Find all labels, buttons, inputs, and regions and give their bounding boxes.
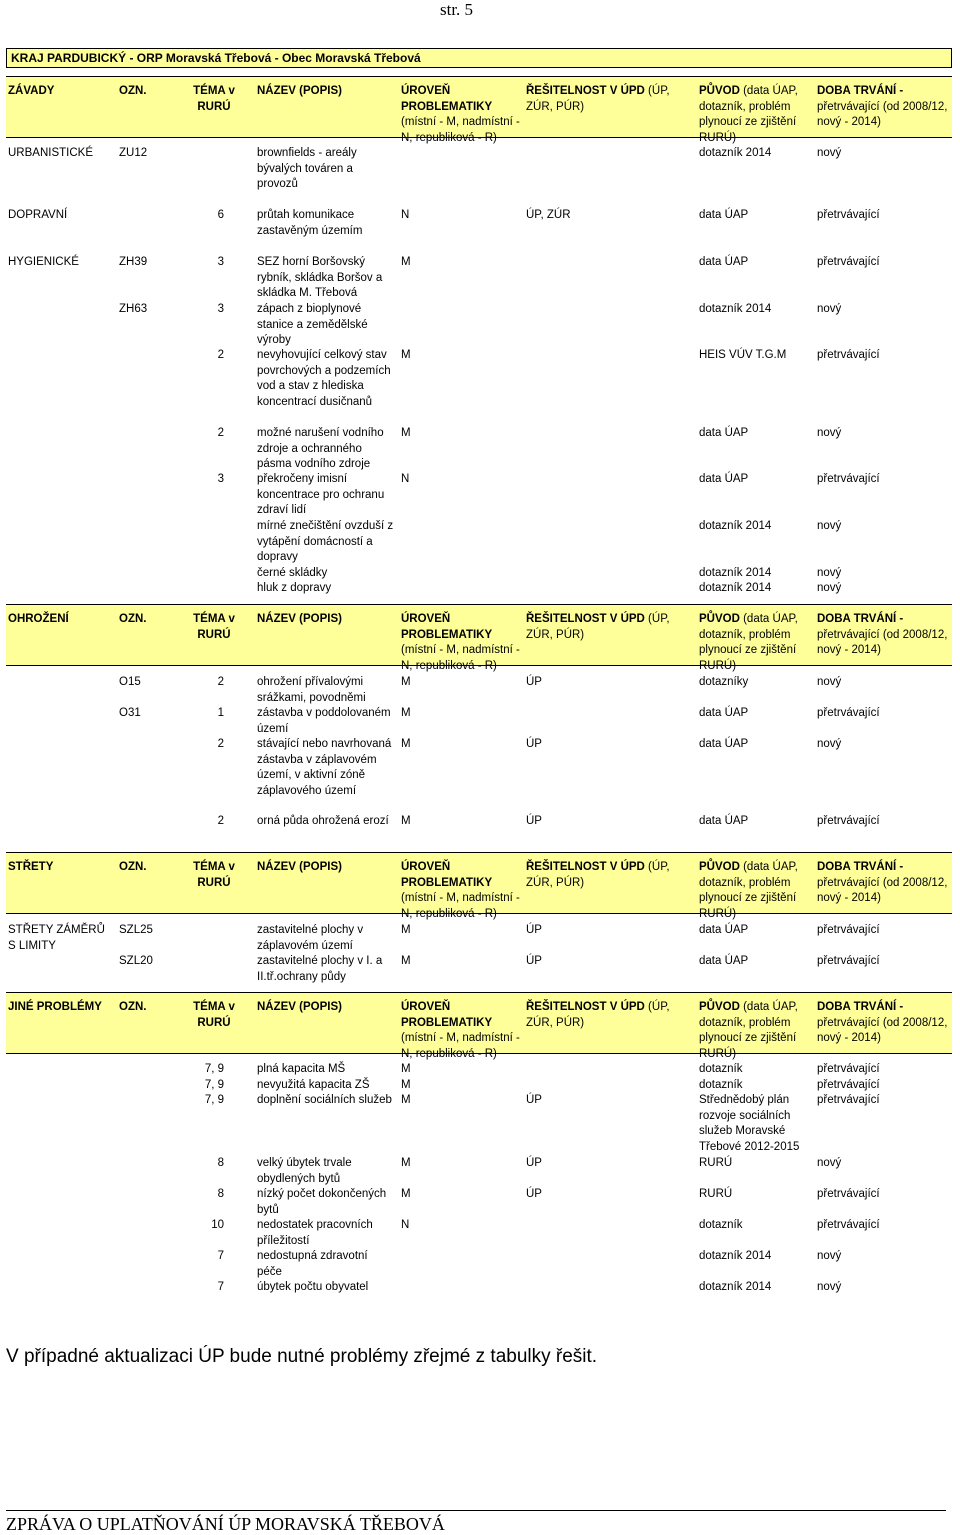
row-doba: přetrvávající	[817, 473, 880, 485]
header-resitelnost-detail: (ÚP, ZÚR, PÚR)	[526, 613, 670, 641]
header-resitelnost-label: ŘEŠITELNOST V ÚPD	[526, 1001, 645, 1013]
header-doba	[817, 84, 951, 131]
row-tema: 8	[217, 1188, 224, 1200]
footer-title: ZPRÁVA O UPLATŇOVÁNÍ ÚP MORAVSKÁ TŘEBOVÁ	[6, 1514, 445, 1534]
header-puvod-label: PŮVOD	[699, 1001, 740, 1013]
row-puvod: dotazník	[699, 1079, 743, 1091]
row-uroven: N	[401, 473, 410, 485]
row-uroven: M	[401, 738, 411, 750]
header-puvod-label: PŮVOD	[699, 613, 740, 625]
row-nazev: nedostupná zdravotní péče	[257, 1250, 368, 1278]
row-resitelnost: ÚP	[526, 1188, 542, 1200]
row-puvod: HEIS VÚV T.G.M	[699, 349, 787, 361]
row-nazev: možné narušení vodního zdroje a ochranného pásma vodního zdroje	[257, 427, 384, 470]
section-label: STŘETY	[8, 861, 54, 873]
header-nazev: NÁZEV (POPIS)	[257, 1001, 342, 1013]
row-uroven: M	[401, 707, 411, 719]
row-oz: O15	[119, 676, 141, 688]
row-puvod: dotazníky	[699, 676, 749, 688]
header-puvod-detail: (data ÚAP, dotazník, problém plynoucí ze zjištění RURÚ)	[699, 613, 798, 672]
row-puvod: data ÚAP	[699, 815, 749, 827]
footer-note: V případné aktualizaci ÚP bude nutné problémy zřejmé z tabulky řešit.	[6, 1346, 598, 1367]
row-resitelnost: ÚP	[526, 676, 542, 688]
row-nazev: nízký počet dokončených bytů	[257, 1188, 387, 1216]
row-uroven: M	[401, 676, 411, 688]
row-uroven: N	[401, 209, 410, 221]
header-doba-detail: přetrvávající (od 2008/12, nový - 2014)	[817, 628, 948, 656]
row-nazev: nevyužitá kapacita ZŠ	[257, 1079, 370, 1091]
row-uroven: M	[401, 1094, 411, 1106]
row-nazev: průtah komunikace zastavěným územím	[257, 209, 363, 237]
header-nazev: NÁZEV (POPIS)	[257, 85, 342, 97]
row-nazev: ohrožení přívalovými srážkami, povodněmi	[257, 676, 366, 704]
row-resitelnost: ÚP	[526, 815, 542, 827]
header-doba-detail: přetrvávající (od 2008/12, nový - 2014)	[817, 876, 948, 904]
row-nazev: hluk z dopravy	[257, 582, 332, 594]
header-resitelnost	[526, 612, 698, 643]
row-puvod: data ÚAP	[699, 473, 749, 485]
row-doba: nový	[817, 582, 842, 594]
row-uroven: M	[401, 349, 411, 361]
header-nazev: NÁZEV (POPIS)	[257, 861, 342, 873]
header-oz: OZN.	[119, 613, 147, 625]
header-doba-detail: přetrvávající (od 2008/12, nový - 2014)	[817, 100, 948, 128]
header-uroven-detail: (místní - M, nadmístní - N, republiková - R)	[401, 116, 520, 144]
row-tema: 2	[217, 676, 224, 688]
row-tema: 7	[217, 1250, 224, 1262]
row-uroven: M	[401, 1188, 411, 1200]
row-nazev: zastavitelné plochy v I. a II.tř.ochrany půdy	[257, 955, 383, 983]
row-puvod: dotazník 2014	[699, 582, 772, 594]
row-tema: 6	[217, 209, 224, 221]
row-nazev: nevyhovující celkový stav povrchových a podzemích vod a stav z hlediska koncentrací dusičnanů	[257, 349, 391, 408]
header-puvod-label: PŮVOD	[699, 861, 740, 873]
row-doba: přetrvávající	[817, 1063, 880, 1075]
row-puvod: dotazník	[699, 1063, 743, 1075]
header-resitelnost-label: ŘEŠITELNOST V ÚPD	[526, 85, 645, 97]
row-oz: ZH63	[119, 303, 148, 315]
row-puvod: dotazník 2014	[699, 147, 772, 159]
row-puvod: data ÚAP	[699, 209, 749, 221]
header-tema: TÉMA v RURÚ	[193, 861, 235, 889]
row-uroven: M	[401, 256, 411, 268]
row-doba: přetrvávající	[817, 924, 880, 936]
row-tema: 2	[217, 815, 224, 827]
row-puvod: dotazník	[699, 1219, 743, 1231]
row-nazev: zápach z bioplynové stanice a zemědělské výroby	[257, 303, 368, 346]
row-doba: přetrvávající	[817, 1094, 880, 1106]
row-nazev: zástavba v poddolovaném území	[257, 707, 391, 735]
header-resitelnost	[526, 1000, 698, 1031]
section-label: ZÁVADY	[8, 85, 55, 97]
row-doba: přetrvávající	[817, 1188, 880, 1200]
row-puvod: data ÚAP	[699, 955, 749, 967]
header-uroven-detail: (místní - M, nadmístní - N, republiková - R)	[401, 1032, 520, 1060]
row-tema: 2	[217, 738, 224, 750]
header-oz: OZN.	[119, 85, 147, 97]
header-puvod	[699, 84, 816, 146]
row-nazev: černé skládky	[257, 567, 328, 579]
row-puvod: data ÚAP	[699, 924, 749, 936]
row-puvod: Střednědobý plán rozvoje sociálních služeb Moravské Třebové 2012-2015	[699, 1094, 800, 1153]
row-resitelnost: ÚP	[526, 738, 542, 750]
row-uroven: M	[401, 955, 411, 967]
row-tema: 7, 9	[204, 1094, 224, 1106]
row-puvod: data ÚAP	[699, 427, 749, 439]
header-uroven: ÚROVEŇ PROBLEMATIKY	[401, 85, 493, 113]
row-oz: O31	[119, 707, 141, 719]
row-doba: nový	[817, 676, 842, 688]
header-resitelnost-detail: (ÚP, ZÚR, PÚR)	[526, 1001, 670, 1029]
header-doba	[817, 612, 951, 659]
header-doba	[817, 1000, 951, 1047]
header-oz: OZN.	[119, 1001, 147, 1013]
row-uroven: M	[401, 427, 411, 439]
header-uroven-detail: (místní - M, nadmístní - N, republiková - R)	[401, 892, 520, 920]
row-doba: přetrvávající	[817, 955, 880, 967]
row-tema: 3	[217, 473, 224, 485]
row-tema: 7	[217, 1281, 224, 1293]
row-uroven: M	[401, 924, 411, 936]
row-doba: nový	[817, 567, 842, 579]
header-tema: TÉMA v RURÚ	[193, 85, 235, 113]
row-doba: nový	[817, 1157, 842, 1169]
header-oz: OZN.	[119, 861, 147, 873]
row-nazev: nedostatek pracovních příležitostí	[257, 1219, 373, 1247]
row-nazev: doplnění sociálních služeb	[257, 1094, 392, 1106]
header-puvod-label: PŮVOD	[699, 85, 740, 97]
row-category: HYGIENICKÉ	[8, 256, 79, 268]
row-nazev: úbytek počtu obyvatel	[257, 1281, 369, 1293]
row-resitelnost: ÚP	[526, 924, 542, 936]
row-nazev: stávající nebo navrhovaná zástavba v záplavovém území, v aktivní zóně záplavového území	[257, 738, 392, 797]
row-tema: 2	[217, 349, 224, 361]
row-tema: 2	[217, 427, 224, 439]
header-doba-label: DOBA TRVÁNÍ -	[817, 613, 904, 625]
row-resitelnost: ÚP	[526, 1157, 542, 1169]
row-uroven: M	[401, 815, 411, 827]
row-doba: přetrvávající	[817, 349, 880, 361]
row-doba: přetrvávající	[817, 1079, 880, 1091]
row-uroven: M	[401, 1079, 411, 1091]
header-puvod	[699, 612, 816, 674]
row-doba: nový	[817, 427, 842, 439]
header-uroven-detail: (místní - M, nadmístní - N, republiková - R)	[401, 644, 520, 672]
row-oz: SZL20	[119, 955, 153, 967]
header-nazev: NÁZEV (POPIS)	[257, 613, 342, 625]
row-uroven: N	[401, 1219, 410, 1231]
row-resitelnost: ÚP	[526, 1094, 542, 1106]
row-nazev: mírné znečištění ovzduší z vytápění domácností a dopravy	[257, 520, 394, 563]
row-nazev: překročeny imisní koncentrace pro ochranu zdraví lidí	[257, 473, 385, 516]
row-puvod: dotazník 2014	[699, 1250, 772, 1262]
row-nazev: velký úbytek trvale obydlených bytů	[257, 1157, 352, 1185]
row-doba: přetrvávající	[817, 209, 880, 221]
header-resitelnost-detail: (ÚP, ZÚR, PÚR)	[526, 85, 670, 113]
row-puvod: data ÚAP	[699, 738, 749, 750]
row-uroven: M	[401, 1063, 411, 1075]
header-uroven: ÚROVEŇ PROBLEMATIKY	[401, 613, 493, 641]
header-doba-label: DOBA TRVÁNÍ -	[817, 85, 904, 97]
row-nazev: orná půda ohrožená erozí	[257, 815, 389, 827]
row-tema: 7, 9	[204, 1063, 224, 1075]
row-nazev: plná kapacita MŠ	[257, 1063, 346, 1075]
row-category: STŘETY ZÁMĚRŮ S LIMITY	[8, 924, 105, 952]
row-tema: 7, 9	[204, 1079, 224, 1091]
row-tema: 3	[217, 256, 224, 268]
header-resitelnost-label: ŘEŠITELNOST V ÚPD	[526, 861, 645, 873]
row-puvod: RURÚ	[699, 1188, 733, 1200]
row-puvod: dotazník 2014	[699, 520, 772, 532]
header-doba-label: DOBA TRVÁNÍ -	[817, 861, 904, 873]
row-oz: ZH39	[119, 256, 148, 268]
row-doba: nový	[817, 147, 842, 159]
row-tema: 1	[217, 707, 224, 719]
row-oz: ZU12	[119, 147, 148, 159]
row-doba: nový	[817, 1250, 842, 1262]
header-resitelnost	[526, 84, 698, 115]
table-title: KRAJ PARDUBICKÝ - ORP Moravská Třebová - Obec Moravská Třebová	[6, 48, 952, 68]
header-puvod-detail: (data ÚAP, dotazník, problém plynoucí ze zjištění RURÚ)	[699, 861, 798, 920]
header-tema: TÉMA v RURÚ	[193, 1001, 235, 1029]
header-puvod	[699, 1000, 816, 1062]
row-uroven: M	[401, 1157, 411, 1169]
row-puvod: data ÚAP	[699, 256, 749, 268]
row-puvod: dotazník 2014	[699, 1281, 772, 1293]
header-resitelnost-label: ŘEŠITELNOST V ÚPD	[526, 613, 645, 625]
header-doba-label: DOBA TRVÁNÍ -	[817, 1001, 904, 1013]
page-number: str. 5	[440, 0, 474, 19]
header-puvod-detail: (data ÚAP, dotazník, problém plynoucí ze zjištění RURÚ)	[699, 1001, 798, 1060]
row-puvod: dotazník 2014	[699, 303, 772, 315]
header-tema: TÉMA v RURÚ	[193, 613, 235, 641]
row-doba: nový	[817, 738, 842, 750]
header-puvod-detail: (data ÚAP, dotazník, problém plynoucí ze zjištění RURÚ)	[699, 85, 798, 144]
header-doba-detail: přetrvávající (od 2008/12, nový - 2014)	[817, 1016, 948, 1044]
row-doba: nový	[817, 303, 842, 315]
row-category: URBANISTICKÉ	[8, 147, 93, 159]
row-puvod: RURÚ	[699, 1157, 733, 1169]
row-tema: 3	[217, 303, 224, 315]
header-doba	[817, 860, 951, 907]
row-doba: přetrvávající	[817, 815, 880, 827]
row-category: DOPRAVNÍ	[8, 209, 68, 221]
row-tema: 8	[217, 1157, 224, 1169]
section-label: OHROŽENÍ	[8, 613, 69, 625]
row-doba: přetrvávající	[817, 256, 880, 268]
header-uroven: ÚROVEŇ PROBLEMATIKY	[401, 1001, 493, 1029]
header-resitelnost-detail: (ÚP, ZÚR, PÚR)	[526, 861, 670, 889]
row-puvod: data ÚAP	[699, 707, 749, 719]
row-puvod: dotazník 2014	[699, 567, 772, 579]
row-doba: nový	[817, 520, 842, 532]
row-resitelnost: ÚP, ZÚR	[526, 209, 571, 221]
header-puvod	[699, 860, 816, 922]
row-nazev: brownfields - areály bývalých továren a provozů	[257, 147, 357, 190]
section-label: JINÉ PROBLÉMY	[8, 1001, 102, 1013]
row-doba: přetrvávající	[817, 707, 880, 719]
header-resitelnost	[526, 860, 698, 891]
row-nazev: zastavitelné plochy v záplavovém území	[257, 924, 364, 952]
footer-divider	[6, 1510, 946, 1511]
row-doba: přetrvávající	[817, 1219, 880, 1231]
row-doba: nový	[817, 1281, 842, 1293]
row-nazev: SEZ horní Boršovský rybník, skládka Boršov a skládka M. Třebová	[257, 256, 383, 299]
row-resitelnost: ÚP	[526, 955, 542, 967]
row-oz: SZL25	[119, 924, 153, 936]
header-uroven: ÚROVEŇ PROBLEMATIKY	[401, 861, 493, 889]
row-tema: 10	[211, 1219, 224, 1231]
